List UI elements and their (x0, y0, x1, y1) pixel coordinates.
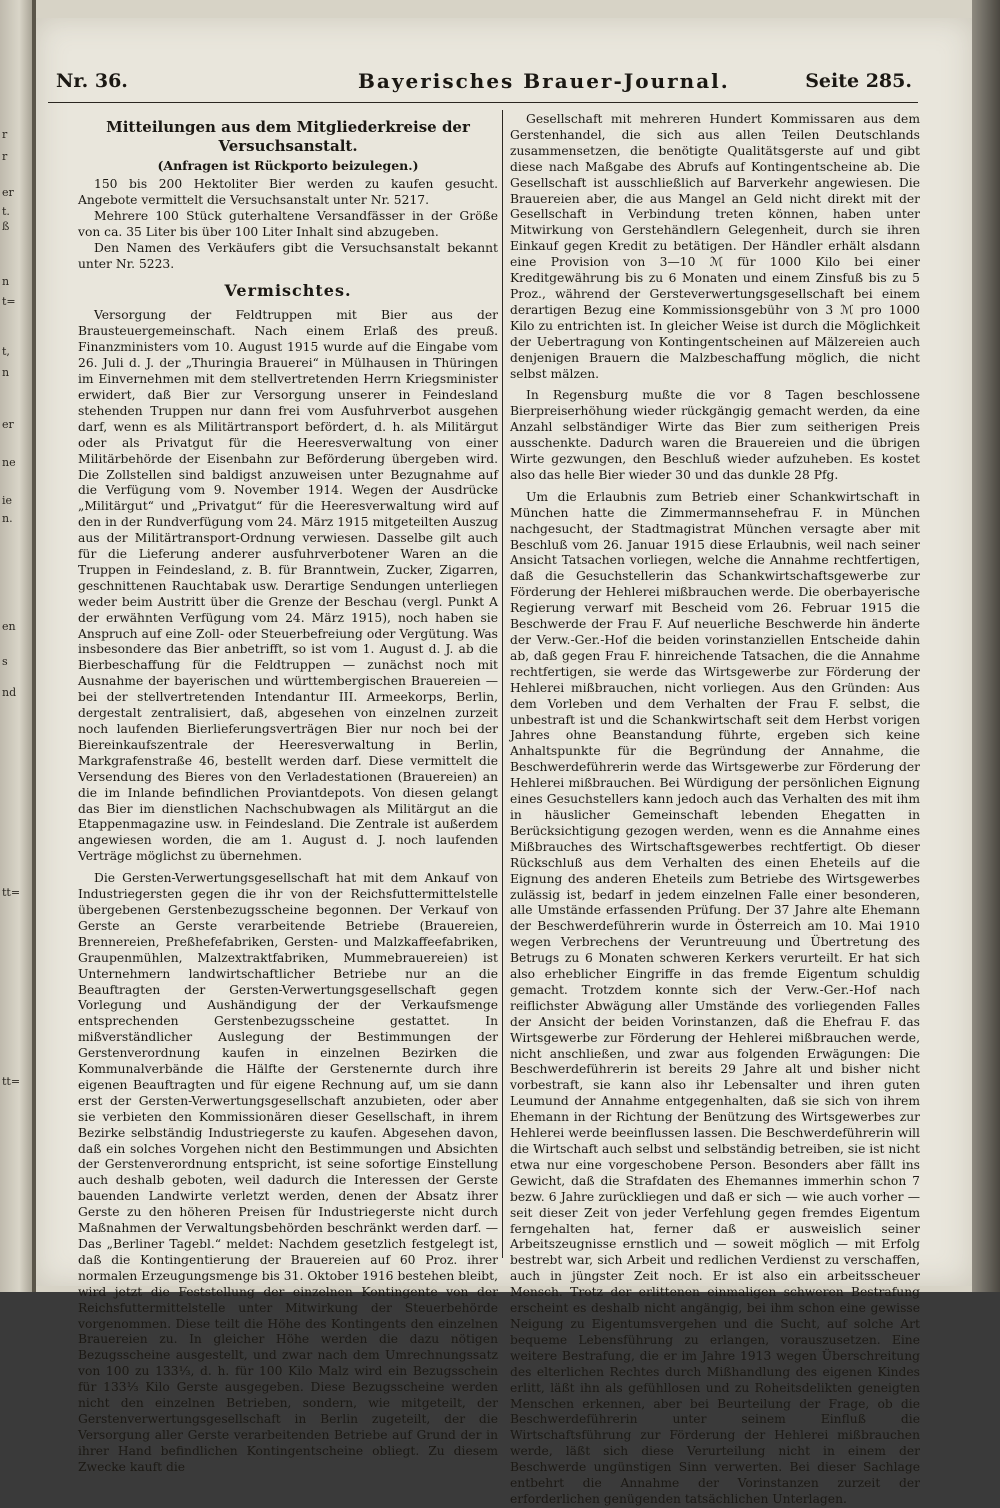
article-paragraph: In Regensburg mußte die vor 8 Tagen beschlossene Bierpreiserhöhung wieder rückgängig gemacht werden, da eine Anzahl selbständiger Wirte das Bier zum seitherigen Preis ausschenkte. Dadurch waren die Brauereien und die übrigen Wirte gezwungen, den Beschluß wieder aufzuheben. Es kostet also das helle Bier wieder 30 und das dunkle 28 Pfg. (510, 388, 920, 482)
margin-fragment: t, (2, 345, 10, 358)
article-paragraph: Gesellschaft mit mehreren Hundert Kommissaren aus dem Gerstenhandel, die sich aus allen Teilen Deutschlands zusammensetzen, die benötigte Qualitätsgerste auf und gibt diese nach Maßgabe des Abrufs auf Kontingentscheine ab. Die Gesellschaft ist ausschließlich auf Barverkehr angewiesen. Die Brauereien aber, die aus Mangel an Geld nicht direkt mit der Gesellschaft in Verbindung treten können, haben unter Mitwirkung von Gerstehändlern Gelegenheit, durch sie ihren Einkauf gegen Kredit zu betätigen. Der Händler erhält alsdann eine Provision von 3—10 ℳ für 1000 Kilo bei einer Kreditgewährung bis zu 6 Monaten und einem Zinsfuß bis zu 5 Proz., während der Gersteverwertungsgesellschaft bei einem derartigen Bezug eine Kommissionsgebühr von 3 ℳ pro 1000 Kilo zu entrichten ist. In gleicher Weise ist durch die Möglichkeit der Uebertragung von Kontingentscheinen auf Mälzereien auch denjenigen Brauern die Malzbeschaffung möglich, die nicht selbst mälzen. (510, 112, 920, 381)
margin-fragment: t= (2, 295, 16, 308)
margin-fragment: en (2, 620, 16, 633)
adjacent-page-edge (0, 0, 33, 1292)
article-paragraph: Die Gersten-Verwertungsgesellschaft hat mit dem Ankauf von Industriegersten gegen die ihr von der Reichsfuttermittelstelle übergebenen Gerstenbezugsscheine begonnen. Der Verkauf von Gerste an Gerste verarbeitende Betriebe (Brauereien, Brennereien, Preßhefefabriken, Gersten- und Malzkaffeefabriken, Graupenmühlen, Malzextraktfabriken, Mummebrauereien) ist Unternehmern landwirtschaftlicher Betriebe nur an die Beauftragten der Gersten-Verwertungsgesellschaft gegen Vorlegung und Aushändigung der der Verkaufsmenge entsprechenden Gerstenbezugsscheine gestattet. In mißverständlicher Auslegung der Bestimmungen der Gerstenverordnung kaufen in einzelnen Bezirken die Kommunalverbände die Hälfte der Gerstenernte durch ihre eigenen Beauftragten und für eigene Rechnung auf, um sie dann erst der Gersten-Verwertungsgesellschaft anzubieten, oder aber sie verbieten den Kommissionären dieser Gesellschaft, in ihrem Bezirke selbständig Industriegerste zu kaufen. Abgesehen davon, daß ein solches Vorgehen nicht den Bestimmungen und Absichten der Gerstenverordnung entspricht, ist seine sofortige Einstellung auch deshalb geboten, weil dadurch die Interessen der Gerste bauenden Landwirte verletzt werden, denen der Absatz ihrer Gerste zu den höheren Preisen für Industriegerste nicht durch Maßnahmen der Verwaltungsbehörden beschränkt werden darf. — Das „Berliner Tagebl.“ meldet: Nachdem gesetzlich festgelegt ist, daß die Kontingentierung der Brauereien auf 60 Proz. ihrer normalen Erzeugungsmenge bis 31. Oktober 1916 bestehen bleibt, wird jetzt die Feststellung der einzelnen Kontingente von der Reichsfuttermittelstelle unter Mitwirkung der Steuerbehörde vorgenommen. Diese teilt die Höhe des Kontingents den einzelnen Brauereien zu. In gleicher Höhe werden die dazu nötigen Bezugsscheine ausgestellt, und zwar nach dem Umrechnungssatz von 100 zu 133⅓, d. h. für 100 Kilo Malz wird ein Bezugsschein für 133⅓ Kilo Gerste ausgegeben. Diese Bezugsscheine werden nicht den einzelnen Betrieben, sondern, wie mitgeteilt, der Gerstenverwertungsgesellschaft in Berlin zugeteilt, der die Versorgung aller Gerste verarbeitenden Betriebe auf Grund der in ihrer Hand befindlichen Kontingentscheine obliegt. Zu diesem Zwecke kauft die (78, 871, 498, 1474)
margin-fragment: n (2, 275, 10, 288)
margin-fragment: ne (2, 456, 16, 469)
left-column (78, 112, 498, 1474)
margin-fragment: ß (2, 220, 10, 233)
margin-fragment: s (2, 655, 8, 668)
section-heading-vermischtes: Vermischtes. (224, 281, 352, 301)
page-number: Seite 285. (805, 70, 912, 92)
issue-number: Nr. 36. (56, 70, 128, 92)
notice-paragraph: Den Namen des Verkäufers gibt die Versuchsanstalt bekannt unter Nr. 5223. (78, 240, 498, 271)
notice-paragraph: Mehrere 100 Stück guterhaltene Versandfässer in der Größe von ca. 35 Liter bis über 100 Liter Inhalt sind abzugeben. (78, 208, 498, 239)
column-rule (502, 110, 503, 1258)
section-subheading: (Anfragen ist Rückporto beizulegen.) (157, 158, 419, 173)
article-paragraph: Um die Erlaubnis zum Betrieb einer Schankwirtschaft in München hatte die Zimmermannsehefrau F. in München nachgesucht, der Stadtmagistrat München versagte aber mit Beschluß vom 26. Januar 1915 diese Erlaubnis, weil nach seiner Ansicht Tatsachen vorliegen, welche die Annahme rechtfertigen, daß die Gesuchstellerin das Schankwirtschaftsgewerbe zur Förderung der Hehlerei mißbrauchen werde. Die oberbayerische Regierung verwarf mit Bescheid vom 26. Februar 1915 die Beschwerde der Frau F. Auf neuerliche Beschwerde hin änderte der Verw.-Ger.-Hof die beiden vorinstanziellen Entscheide dahin ab, daß gegen Frau F. hinreichende Tatsachen, die die Annahme rechtfertigen, sie werde das Wirtsgewerbe zur Förderung der Hehlerei mißbrauchen, nicht vorliegen. Aus den Gründen: Aus dem Vorleben und dem Verhalten der Frau F. selbst, die unbestraft ist und die Schankwirtschaft seit dem Herbst vorigen Jahres ohne Beanstandung führte, ergeben sich keine Anhaltspunkte für die Begründung der Annahme, die Beschwerdeführerin werde das Wirtsgewerbe zur Förderung der Hehlerei mißbrauchen. Bei Würdigung der persönlichen Eignung eines Gesuchstellers kann jedoch auch das Verhalten des mit ihm in häuslicher Gemeinschaft lebenden Ehegatten in Berücksichtigung gezogen werden, wenn es die Annahme eines Mißbrauches des Wirtschaftsgewerbes rechtfertigt. Ob dieser Rückschluß aus dem Verhalten des einen Eheteils auf die Eignung des anderen Eheteils zum Betriebe des Wirtsgewerbes zulässig ist, bedarf in jedem einzelnen Falle einer besonderen, alle Umstände erfassenden Prüfung. Der 37 Jahre alte Ehemann der Beschwerdeführerin wurde in Österreich am 10. Mai 1910 wegen Verbrechens der Veruntreuung und Übertretung des Betrugs zu 6 Monaten schweren Kerkers verurteilt. Er hat sich also erheblicher Eingriffe in das fremde Eigentum schuldig gemacht. Trotzdem konnte sich der Verw.-Ger.-Hof nach reiflichster Abwägung aller Umstände des vorliegenden Falles der Ansicht der beiden Vorinstanzen, daß die Ehefrau F. das Wirtsgewerbe zur Förderung der Hehlerei mißbrauchen werde, nicht anschließen, und zwar aus folgenden Erwägungen: Die Beschwerdeführerin ist bereits 29 Jahre alt und bisher nicht vorbestraft, sie kann also ihr Lebensalter und ihren guten Leumund der Annahme entgegenhalten, daß sie sich von ihrem Ehemann in der Richtung der Benützung des Wirtsgewerbes zur Hehlerei werde beeinflussen lassen. Die Beschwerdeführerin will die Wirtschaft auch selbst und selbständig betreiben, sie ist nicht etwa nur eine vorgeschobene Person. Besonders aber fällt ins Gewicht, daß die Strafdaten des Ehemannes immerhin schon 7 bezw. 6 Jahre zurückliegen und daß er sich — wie auch vorher — seit dieser Zeit von jeder Verfehlung gegen fremdes Eigentum ferngehalten hat, ferner daß er ausweislich seiner Arbeitszeugnisse ernstlich und — soweit möglich — mit Erfolg bestrebt war, sich Arbeit und redlichen Verdienst zu verschaffen, auch in jüngster Zeit noch. Er ist also ein arbeitsscheuer Mensch. Trotz der erlittenen einmaligen schweren Bestrafung erscheint es deshalb nicht angängig, bei ihm schon eine gewisse Neigung zu Eigentumsvergehen und die Sucht, auf solche Art bequeme Lebensführung zu erlangen, vorauszusetzen. Eine weitere Bestrafung, die er im Jahre 1913 wegen Überschreitung des elterlichen Rechtes durch Mißhandlung des eigenen Kindes erlitt, läßt ihn als gefühllosen und zu Roheitsdelikten geneigten Menschen erkennen, aber bei Beurteilung der Frage, ob die Beschwerdeführerin unter seinem Einfluß die Wirtschaftsführung zur Förderung der Hehlerei mißbrauchen werde, läßt sich diese Verurteilung nicht in einem der Beschwerde ungünstigen Sinn verwerten. Bei dieser Sachlage entbehrt die Annahme der Vorinstanzen zurzeit der erforderlichen genügenden tatsächlichen Unterlagen. (510, 489, 920, 1506)
notice-paragraph: 150 bis 200 Hektoliter Bier werden zu kaufen gesucht. Angebote vermittelt die Versuchsanstalt unter Nr. 5217. (78, 177, 498, 207)
margin-fragment: n (2, 366, 10, 379)
margin-fragment: r (2, 128, 8, 141)
margin-fragment: t. (2, 205, 10, 218)
margin-fragment: nd (2, 686, 17, 699)
right-column (510, 112, 920, 1506)
margin-fragment: ie (2, 494, 13, 507)
margin-fragment: n. (2, 512, 13, 525)
margin-fragment: tt= (2, 886, 21, 899)
margin-fragment: tt= (2, 1075, 21, 1088)
margin-fragment: er (2, 186, 14, 199)
running-header (48, 58, 918, 103)
article-paragraph: Versorgung der Feldtruppen mit Bier aus der Brausteuergemeinschaft. Nach einem Erlaß des preuß. Finanzministers vom 10. August 1915 wurde auf die Eingabe vom 26. Juli d. J. der „Thuringia Brauerei“ in Mülhausen in Thüringen im Einvernehmen mit dem stellvertretenden Herrn Kriegsminister erwidert, daß Bier zur Versorgung unserer in Feindesland stehenden Truppen nur dann frei vom Ausfuhrverbot ausgehen darf, wenn es als Militärtransport befördert, d. h. als Militärgut oder als Privatgut für die Heeresverwaltung von einer Militärbehörde der Eisenbahn zur Beförderung übergeben wird. Die Zollstellen sind baldigst anzuweisen unter Bezugnahme auf die Verfügung vom 9. November 1914. Wegen der Ausdrücke „Militärgut“ und „Privatgut“ für die Heeresverwaltung wird auf den in der Rundverfügung vom 24. März 1915 mitgeteilten Auszug aus der Militärtransport-Ordnung verwiesen. Dasselbe gilt auch für die Lieferung anderer ausfuhrverbotener Waren an die Truppen in Feindesland, z. B. für Branntwein, Zucker, Zigarren, geschnittenen Rauchtabak usw. Derartige Sendungen unterliegen weder beim Austritt über die Grenze der Beschau (vergl. Punkt A der erwähnten Verfügung vom 24. März 1915), noch haben sie Anspruch auf eine Zoll- oder Steuerbefreiung oder Vergütung. Was insbesondere das Bier anbetrifft, so ist vom 1. August d. J. ab die Bierbeschaffung für die Feldtruppen — zunächst noch mit Ausnahme der bayerischen und württembergischen Brauereien — bei der stellvertretenden Intendantur III. Armeekorps, Berlin, dergestalt zentralisiert, daß, abgesehen von einzelnen zurzeit noch laufenden Bierlieferungsverträgen Bier nur noch bei der Biereinkaufszentrale der Heeresverwaltung in Berlin, Markgrafenstraße 46, bestellt werden darf. Diese vermittelt die Versendung des Bieres von den Verladestationen (Brauereien) an die im Inlande befindlichen Proviantdepots. Von diesen gelangt das Bier im dienstlichen Nachschubwagen als Militärgut an die Etappenmagazine usw. in Feindesland. Die Zentrale ist außerdem angewiesen worden, die am 1. August d. J. noch laufenden Verträge möglichst zu übernehmen. (78, 308, 498, 864)
journal-title: Bayerisches Brauer-Journal. (358, 69, 730, 93)
section-heading-mitteilungen: Mitteilungen aus dem Mitgliederkreise der Versuchsanstalt. (106, 118, 470, 155)
margin-fragment: er (2, 418, 14, 431)
scanner-edge (972, 0, 1000, 1292)
margin-fragment: r (2, 150, 8, 163)
